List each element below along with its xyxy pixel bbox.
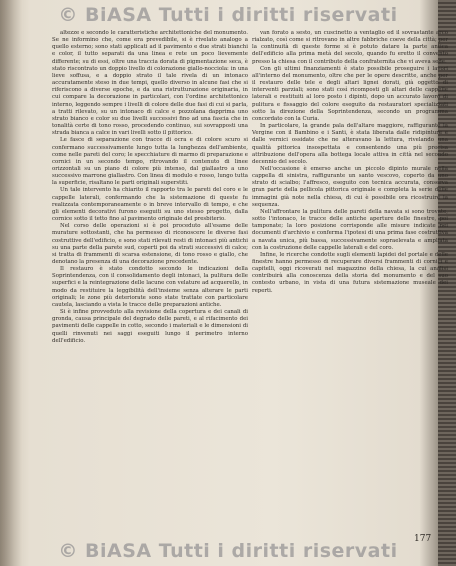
paragraph: Le fasce di separazione con tracce di ocra e di colore scuro si confermano successivamente lungo tutta la lunghezza dell'ambiente, come nelle pareti del coro; le specchiature di marmo di preparazione e cornici in un secondo tempo, ritrovando il contenuto di linee orizzontali su un piano di colore più intenso, dal giallastro a uno successivo marrone giallastro. Con linea di modulo e rosso, lungo tutta la superficie, risaltano le parti originali superstiti. — [52, 137, 248, 187]
watermark-bottom: © BiASA Tutti i diritti riservati — [58, 540, 398, 562]
paragraph: Nell'occasione è emerso anche un piccolo dipinto murale nella cappella di sinistra, raffigurante un santo vescovo, coperto da uno strato di scialbo; l'affresco, eseguito con tecnica accurata, conserva gran parte della pellicola pittorica originale e completa la serie delle immagini già note nella chiesa, di cui è possibile ora ricostruire la sequenza. — [252, 165, 448, 208]
binding-shadow — [0, 0, 22, 566]
paragraph: Nell'affrontare la pulitura delle pareti della navata si sono trovate, sotto l'intonaco, le tracce delle antiche aperture delle finestre, poi tamponate; la loro posizione corrisponde alle misure indicate nei documenti d'archivio e conferma l'ipotesi di una prima fase costruttiva a navata unica, più bassa, successivamente sopraelevata e ampliata con la costruzione delle cappelle laterali e del coro. — [252, 208, 448, 251]
page-number: 177 — [414, 534, 432, 544]
text-column-left — [52, 30, 248, 538]
text-column-right — [252, 30, 448, 530]
paragraph: Nel corso delle operazioni si è poi proceduto all'esame delle murature sottostanti, che ha permesso di riconoscere le diverse fasi costruttive dell'edificio, e sono stati rilevati resti di intonaci più antichi su una parte della parete sud, coperti poi da strati successivi di calce; si tratta di frammenti di scarsa estensione, di tono rosso e giallo, che denotano la presenza di una decorazione precedente. — [52, 223, 248, 265]
paragraph: Con gli ultimi finanziamenti è stato possibile proseguire i lavori all'interno del monumento, oltre che per le opere descritte, anche per il restauro delle tele e degli altari lignei dorati, già oggetto di interventi parziali; sono stati così ricomposti gli altari delle cappelle laterali e restituiti al loro posto i dipinti, dopo un accurato lavoro di pulitura e fissaggio del colore eseguito da restauratori specializzati sotto la direzione della Soprintendenza, secondo un programma concordato con la Curia. — [252, 65, 448, 122]
paragraph: Il restauro è stato condotto secondo le indicazioni della Soprintendenza, con il consolidamento degli intonaci, la pulitura delle superfici e la reintegrazione delle lacune con velature ad acquerello, in modo da restituire la leggibilità dell'insieme senza alterare le parti originali; le zone più deteriorate sono state trattate con particolare cautela, lasciando a vista le tracce delle preparazioni antiche. — [52, 266, 248, 308]
paragraph: Un tale intervento ha chiarito il rapporto tra le pareti del coro e le cappelle laterali, confermando che la sistemazione di queste fu realizzata contemporaneamente o in breve intervallo di tempo, e che gli elementi decorativi furono eseguiti su uno stesso progetto, dalla cornice sotto il tetto fino al pavimento originale del presbiterio. — [52, 187, 248, 223]
paragraph: In particolare, la grande pala dell'altare maggiore, raffigurante la Vergine con il Bambino e i Santi, è stata liberata dalle ridipinture e dalle vernici ossidate che ne alteravano la lettura, rivelando una qualità pittorica insospettata e consentendo una più precisa attribuzione dell'opera alla bottega locale attiva in città nel secondo decennio del secolo. — [252, 123, 448, 165]
watermark-top: © BiASA Tutti i diritti riservati — [58, 4, 398, 26]
paragraph: altezze e secondo le caratteristiche architettoniche del monumento. Se ne informino che, come era prevedibile, si è rivelato analogo a quello esterno; sono stati applicati ad il pavimento e due strati bianchi e color, il tutto separati da una linea e rete un poco lievemente differente; su di essi, oltre una traccia dorata di pigmentazione seca, è stato riscontrato un doppio livello di colorazione giallo-nocciola: in una lieve soffusa, e a doppio strato il tale rivela di un intonaco accuratamente steso in due tempi, quello diverso in alcune fasi che si riferiscono a diverse epoche, e da una ristrutturazione originaria, in cui compare la decorazione in particolari, con l'ordine architettonico interno, leggendo sempre i livelli di colore delle due fasi di cui si parla, a tratti rilevato, su un intonaco di calce e pozzolana dapprima uno strato bianco e color su due livelli successivi fino ad una fascia che in tonalità certe di tono rosso, procedendo continuo, sui sovrapposti una strada bianca a calce in vari livelli sotto il pittorico. — [52, 30, 248, 137]
paragraph: Infine, le ricerche condotte sugli elementi lapidei del portale e delle finestre hanno permesso di recuperare diversi frammenti di cornici e capitelli, oggi ricoverati nel magazzino della chiesa, la cui analisi contribuirà alla conoscenza della storia del monumento e del suo contesto urbano, in vista di una futura sistemazione museale dei reperti. — [252, 251, 448, 294]
paragraph: van forato a sesto, un cuscinetto a ventaglio ed il sovrastante arco rialzato, così come si ritrovano in altre fabbriche coeve della città; per la continuità di queste forme si è potuto datare la parte antica dell'edificio alla prima metà del secolo, quando fu eretto il convento presso la chiesa con il contributo della confraternita che vi aveva sede. — [252, 30, 448, 65]
paragraph: Si è infine provveduto alla revisione della copertura e dei canali di gronda, causa principale del degrado delle pareti, e al rifacimento dei pavimenti delle cappelle in cotto, secondo i materiali e le dimensioni di quelli rinvenuti nei saggi eseguiti lungo il perimetro interno dell'edificio. — [52, 309, 248, 344]
